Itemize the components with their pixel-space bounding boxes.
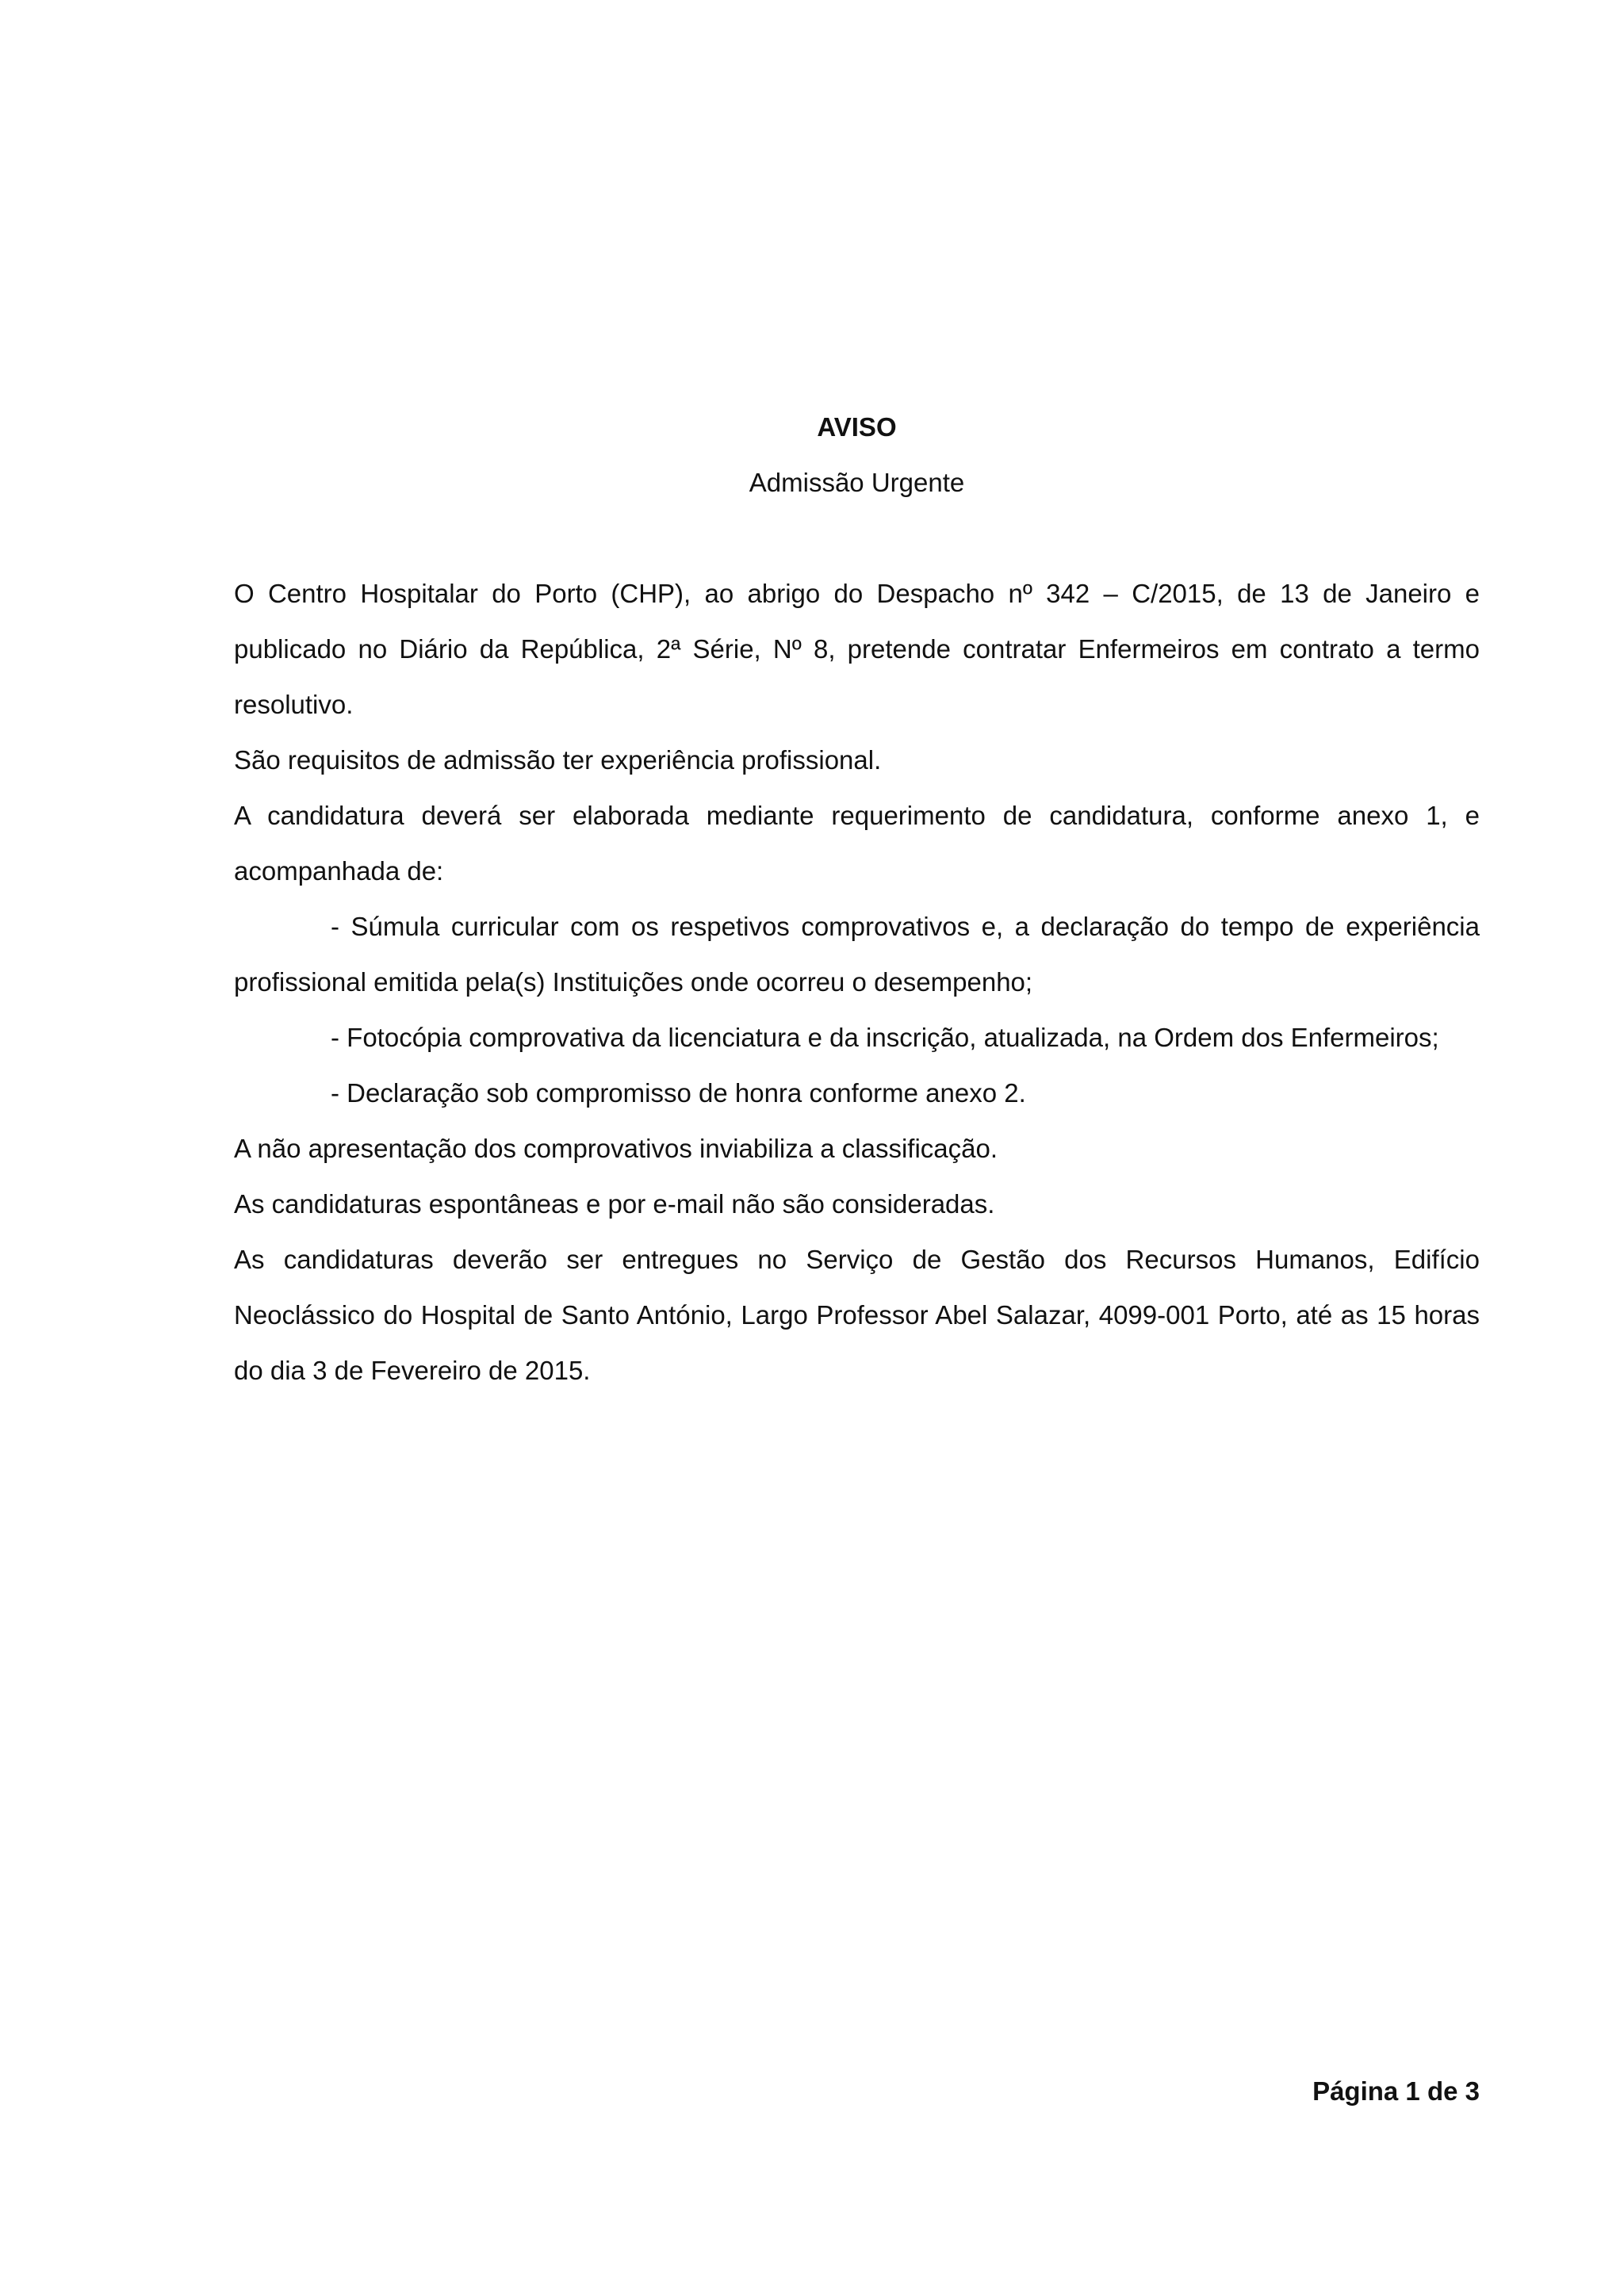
document-subtitle: Admissão Urgente [749, 468, 965, 497]
page-number: Página 1 de 3 [1312, 2076, 1480, 2106]
paragraph-application: A candidatura deverá ser elaborada mediante requerimento de candidatura, conforme anexo 1, e acompanhada de: [234, 801, 1480, 886]
paragraph-requirements: São requisitos de admissão ter experiência profissional. [234, 745, 882, 775]
paragraph-delivery: As candidaturas deverão ser entregues no Serviço de Gestão dos Recursos Humanos, Edifício Neoclássico do Hospital de Santo António, Largo Professor Abel Salazar, 4099-001 Porto, até as 15 horas do dia 3 de Fevereiro de 2015. [234, 1245, 1480, 1385]
list-item-license-copy: - Fotocópia comprovativa da licenciatura e da inscrição, atualizada, na Ordem dos Enfermeiros; [331, 1023, 1439, 1052]
document-title: AVISO [817, 412, 897, 442]
list-item-curriculum: - Súmula curricular com os respetivos comprovativos e, a declaração do tempo de experiência profissional emitida pela(s) Instituições onde ocorreu o desempenho; [234, 912, 1480, 997]
paragraph-proof-warning: A não apresentação dos comprovativos inviabiliza a classificação. [234, 1134, 998, 1163]
document-body [234, 400, 1480, 1399]
list-item-declaration: - Declaração sob compromisso de honra conforme anexo 2. [331, 1078, 1026, 1108]
paragraph-spontaneous: As candidaturas espontâneas e por e-mail não são consideradas. [234, 1189, 995, 1219]
paragraph-intro: O Centro Hospitalar do Porto (CHP), ao abrigo do Despacho nº 342 – C/2015, de 13 de Janeiro e publicado no Diário da República, 2ª Série, Nº 8, pretende contratar Enfermeiros em contrato a termo resolutivo. [234, 579, 1480, 719]
